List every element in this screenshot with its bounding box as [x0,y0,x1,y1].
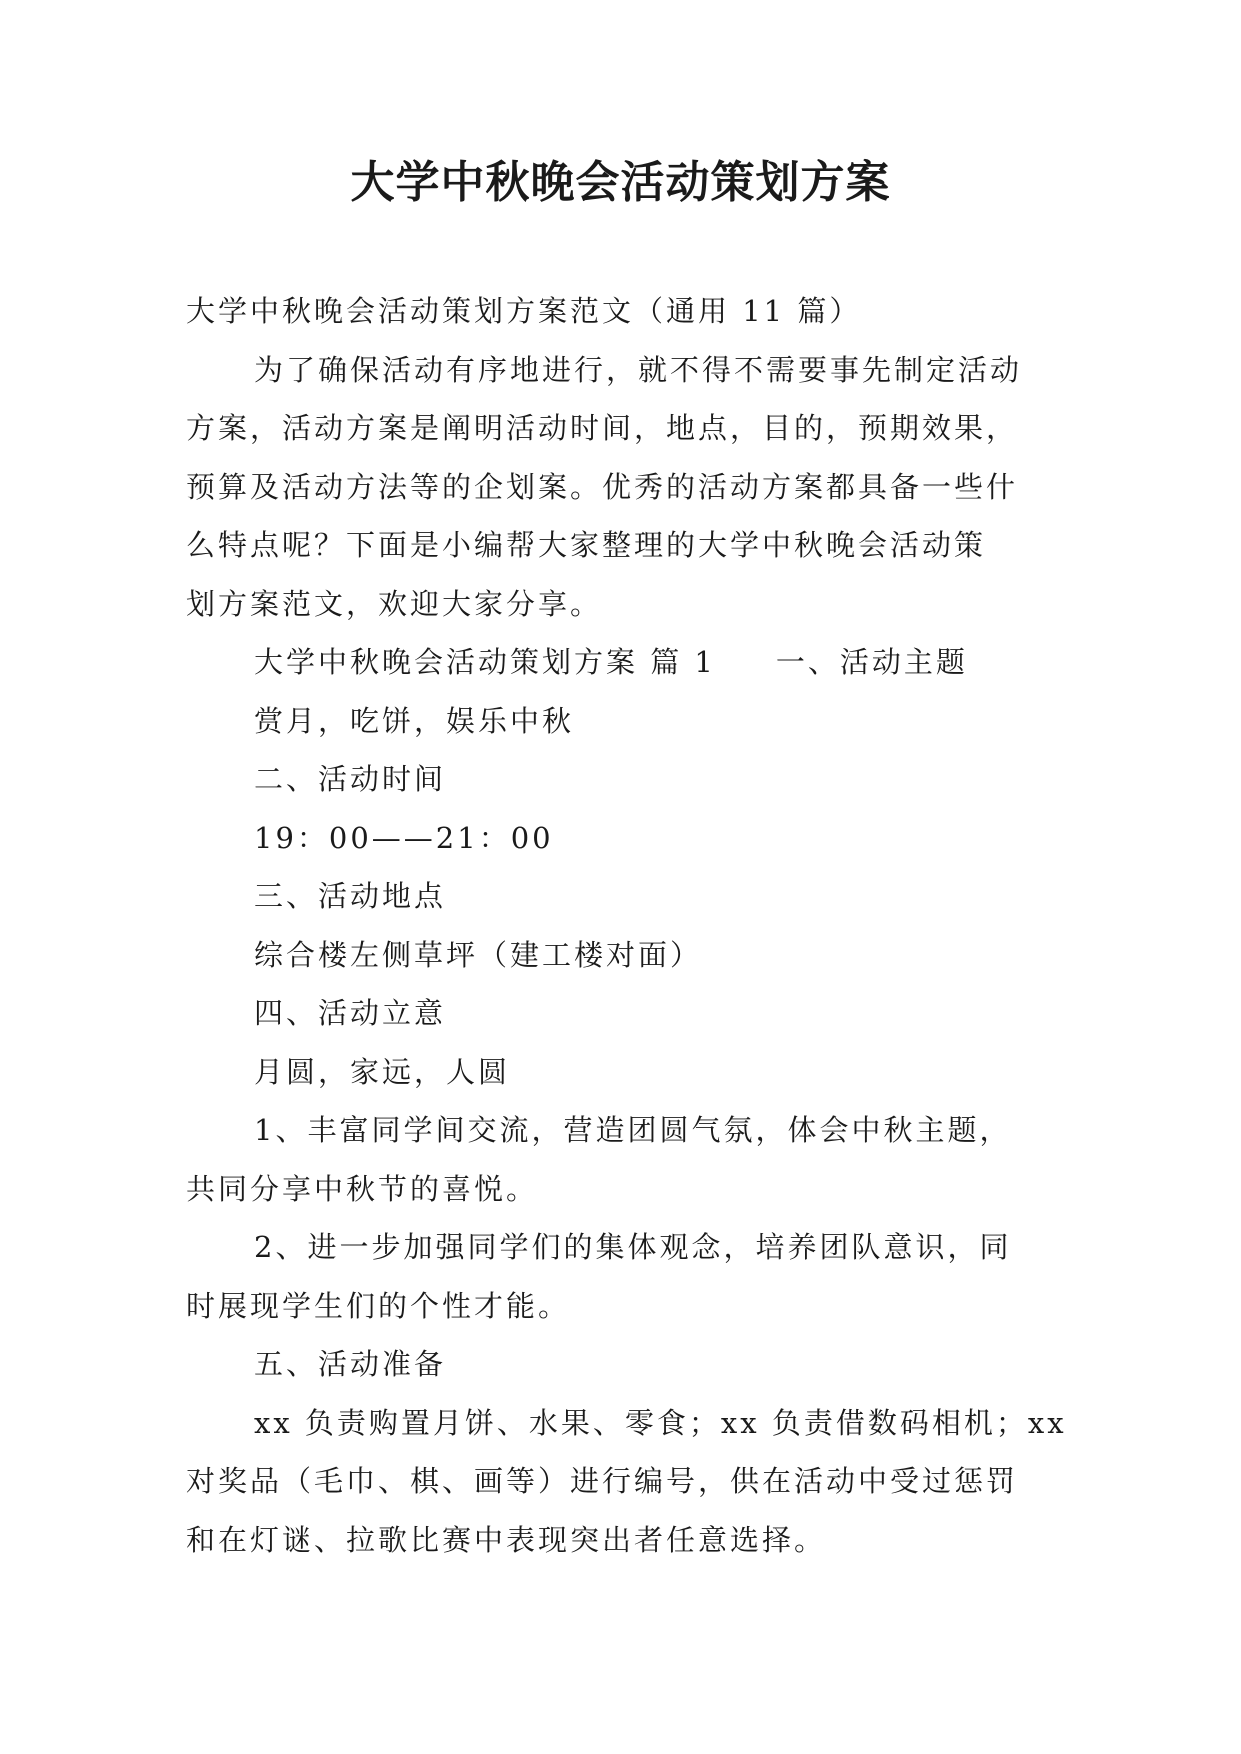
paragraph-line: 对奖品（毛巾、棋、画等）进行编号，供在活动中受过惩罚 [186,1464,1019,1498]
paragraph-line: 1、丰富同学间交流，营造团圆气氛，体会中秋主题， [254,1113,1012,1147]
paragraph-line: 大学中秋晚会活动策划方案范文（通用 11 篇） [186,294,862,328]
paragraph-line: 么特点呢？下面是小编帮大家整理的大学中秋晚会活动策 [186,528,987,562]
paragraph-line: 为了确保活动有序地进行，就不得不需要事先制定活动 [254,352,1023,387]
paragraph-line [186,633,1066,692]
paragraph-line: 划方案范文，欢迎大家分享。 [186,586,603,621]
paragraph-line: 月圆，家远，人圆 [254,1054,511,1089]
section-heading: 大学中秋晚会活动策划方案 篇 1 [254,645,716,679]
paragraph-line: 综合楼左侧草坪（建工楼对面） [254,937,703,972]
subsection-heading: 五、活动准备 [254,1347,447,1381]
subsection-heading: 四、活动立意 [254,996,447,1030]
paragraph-line: 方案，活动方案是阐明活动时间，地点，目的，预期效果， [186,411,1019,445]
subsection-heading: 三、活动地点 [254,879,447,913]
paragraph-line: 19：00——21：00 [254,820,554,855]
paragraph-line: 2、进一步加强同学们的集体观念，培养团队意识，同 [254,1230,1012,1264]
paragraph-line: 和在灯谜、拉歌比赛中表现突出者任意选择。 [186,1522,827,1557]
document-body [186,282,1066,1569]
paragraph-line: 赏月，吃饼，娱乐中秋 [254,703,575,738]
document-title: 大学中秋晚会活动策划方案 [350,157,891,208]
subsection-heading: 二、活动时间 [254,762,447,796]
paragraph-line: 共同分享中秋节的喜悦。 [186,1171,539,1206]
paragraph-line: xx 负责购置月饼、水果、零食；xx 负责借数码相机；xx [254,1405,1067,1440]
paragraph-line: 时展现学生们的个性才能。 [186,1288,571,1323]
paragraph-line: 预算及活动方法等的企划案。优秀的活动方案都具备一些什 [186,469,1019,504]
subsection-heading: 一、活动主题 [775,645,968,679]
